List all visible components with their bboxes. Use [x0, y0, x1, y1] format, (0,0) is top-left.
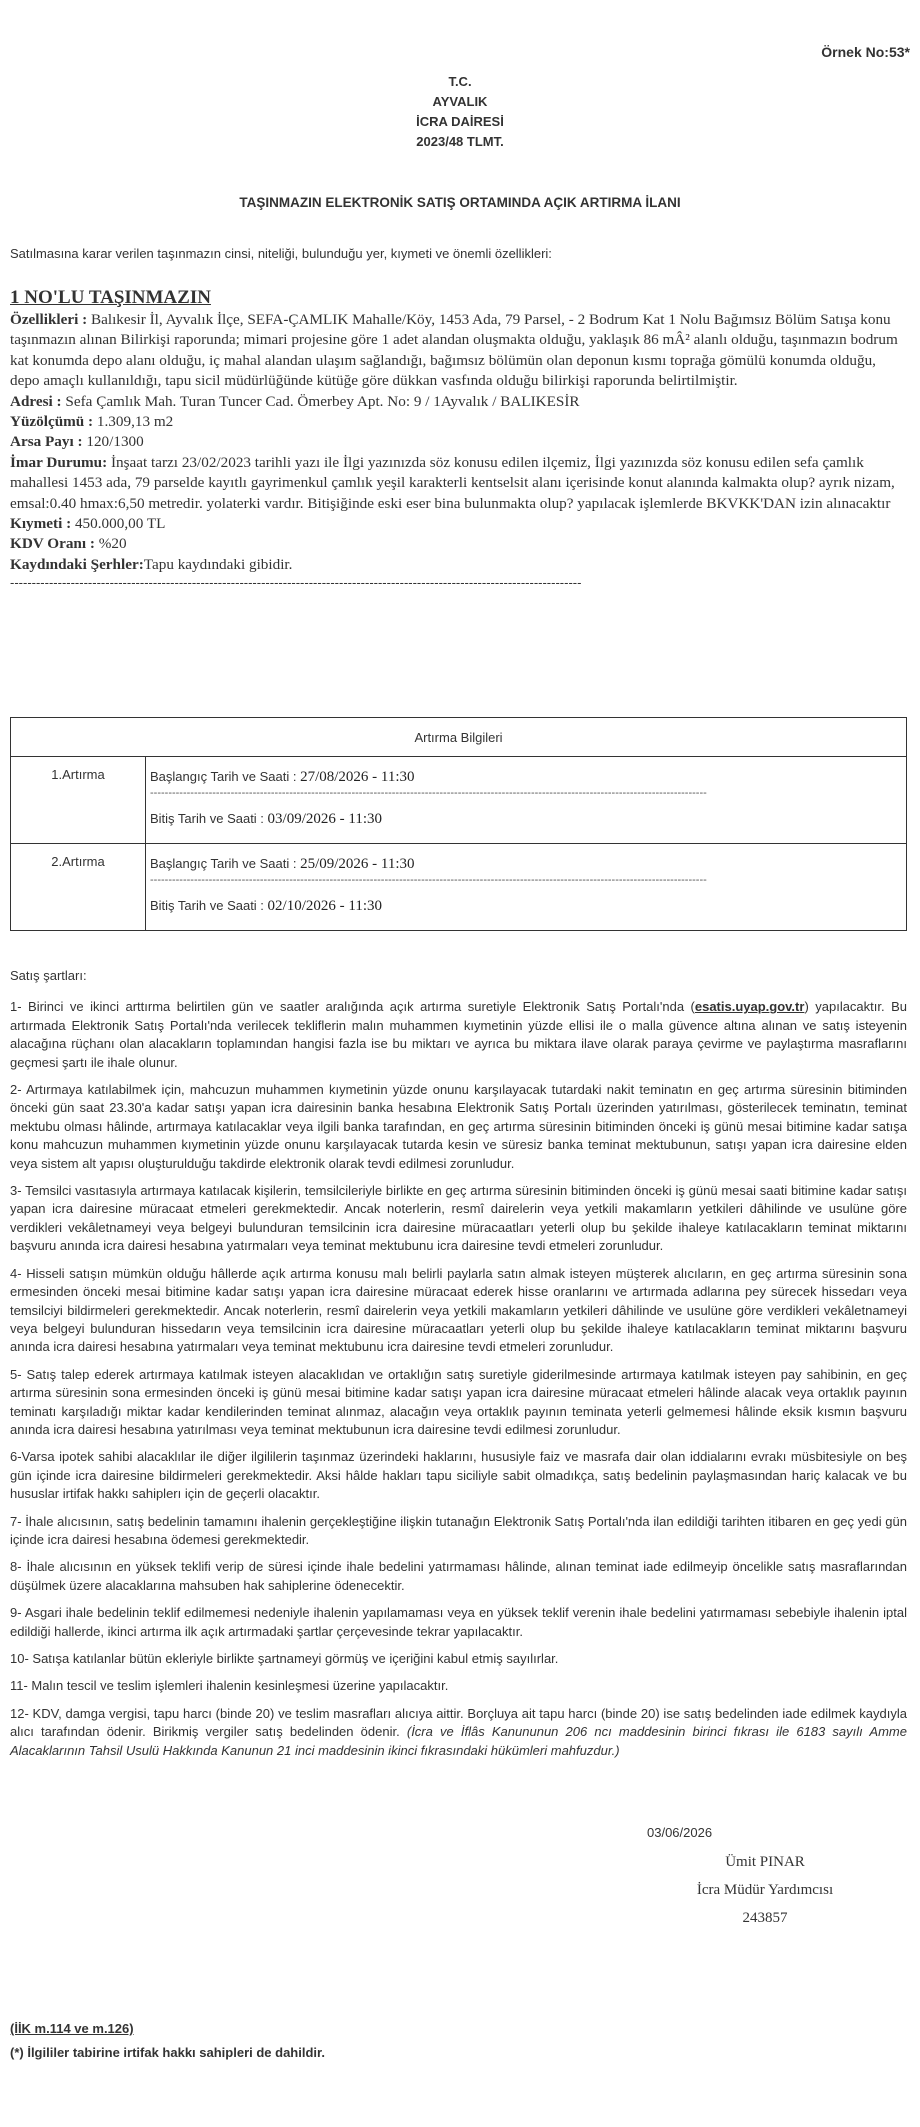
auction-round-label: 2.Artırma: [11, 844, 146, 931]
esatis-link[interactable]: esatis.uyap.gov.tr: [694, 999, 805, 1015]
condition-12-legal-note: (İcra ve İflâs Kanununun 206 ncı maddesinin birinci fıkrası ile 6183 sayılı Amme Alacaklarının Tahsil Usulü Hakkında Kanunun 21 inci maddesinin ikinci fıkrasındaki hükümleri mahfuzdur.): [10, 1724, 907, 1758]
auction-row: [11, 757, 907, 844]
condition-1-pre: 1- Birinci ve ikinci arttırma belirtilen gün ve saatler aralığında açık artırma suretiyle Elektronik Satış Portalı'nda (: [10, 999, 695, 1015]
condition-7: 7- İhale alıcısının, satış bedelinin tamamını ihalenin gerçekleştiğine ilişkin tutanağın Elektronik Satış Portalı'nda ilan edildiği tarihten itibaren en geç yedi gün içinde icra dairesi hesabına ödemesi gerekmektedir.: [10, 1513, 907, 1547]
property-address: [10, 392, 898, 412]
header-line-office: İCRA DAİRESİ: [416, 114, 504, 129]
annotations-label: Kaydındaki Şerhler:: [10, 555, 144, 573]
header-line-city: AYVALIK: [432, 94, 488, 109]
auction-separator: --------------------------------------------------------------------------------------------------------------------------------------------------------: [150, 787, 707, 799]
address-value: Sefa Çamlık Mah. Turan Tuncer Cad. Ömerbey Apt. No: 9 / 1Ayvalık / BALIKESİR: [61, 392, 580, 410]
sale-conditions: [10, 967, 907, 1769]
condition-5: 5- Satış talep ederek artırmaya katılmak isteyen alacaklıdan ve ortaklığın satış suretiyle giderilmesinde artırmaya katılmak isteyen pay sahibinin, en geç artırma süresinin sona ermesinden önceki iş günü mesai bitimine kadar satışı yapan icra dairesine müracaat etmeleri hâlinde alacak veya ortaklık payının teminatı karşıladığı miktar kadar kendilerinden teminat alınmaz, alacağın veya ortaklık payının teminata yeterli gelmemesi hâlinde eksik kısmın başvuru anında icra dairesi hesabına yatırılması veya teminat mektubunun icra dairesine tevdi edilmesi zorunludur.: [10, 1366, 907, 1437]
condition-2: 2- Artırmaya katılabilmek için, mahcuzun muhammen kıymetinin yüzde onunu karşılayacak tutardaki nakit teminatın en geç artırma süresinin bitiminden önceki gün saat 23.30'a kadar satışı yapan icra dairesinin banka hesabına Elektronik Satış Portalı üzerinden yatırılması, gösterilecek teminatın, teminat mektubu olması hâlinde, artırmaya katılacaklar veya ilgili banka tarafından, en geç artırma süresinin bitiminden önceki iş günü mesai bitimine kadar satışa konu mahcuzun muhammen kıymetinin yüzde onunu karşılayacak tutarda kesin ve süresiz banka teminat mektubunun, satışı yapan icra dairesine elden veya sistem alt yapısı oluşturulduğu takdirde elektronik olarak tevdi edilmesi zorunludur.: [10, 1082, 907, 1171]
property-heading: 1 NO'LU TAŞINMAZIN: [10, 287, 211, 308]
condition-12: [10, 1705, 907, 1760]
condition-3: 3- Temsilci vasıtasıyla artırmaya katılacak kişilerin, temsilcileriyle birlikte en geç artırma süresinin bitiminden önceki iş günü mesai saati bitimine kadar satışı yapan icra dairesine müracaat etmeleri gerekmektedir. Ancak noterlerin, resmî dairelerin veya yetkili makamların yetkileri dâhilinde ve usulüne göre verdikleri vekâletnameyi veya belgeyi bulunduran temsilcinin icra dairesine müracaatları yeterli olup bu şekilde ihaleye katılacakların teminat miktarını başvuru anında icra dairesi hesabına yatırmaları veya teminat mektubunu icra dairesine tevdi etmeleri zorunludur.: [10, 1183, 907, 1254]
property-features: [10, 310, 898, 392]
auction-separator: --------------------------------------------------------------------------------------------------------------------------------------------------------: [150, 874, 707, 886]
end-datetime: 03/09/2026 - 11:30: [267, 811, 382, 827]
value-amount: 450.000,00 TL: [71, 515, 166, 533]
footer-note: (*) İlgililer tabirine irtifak hakkı sahipleri de dahildir.: [10, 2045, 325, 2060]
section-separator: ------------------------------------------------------------------------------------------------------------------------------------: [10, 575, 582, 591]
property-annotations: [10, 555, 898, 575]
condition-12-text: 12- KDV, damga vergisi, tapu harcı (binde 20) ve teslim masrafları alıcıya aittir. Borçluya ait tapu harcı (binde 20) ise satış bedelinden iade edilmek kaydıyla alıcı tarafından ödenir. Birikmiş vergiler satış bedelinden ödenir.: [10, 1705, 907, 1740]
vat-value: %20: [94, 535, 127, 553]
vat-label: KDV Oranı :: [10, 535, 95, 553]
signature-block: [670, 1848, 860, 1932]
condition-9: 9- Asgari ihale bedelinin teklif edilmemesi nedeniyle ihalenin yapılamaması veya en yüksek teklif verenin ihale bedelini yatırmaması sebebiyle ihalenin iptal edildiği hallerde, ikinci artırma ilk açık artırmadaki şartlar çerçevesinde tekrar yapılacaktır.: [10, 1605, 907, 1639]
property-zoning: [10, 453, 898, 514]
auction-row: [11, 844, 907, 931]
address-label: Adresi :: [10, 392, 62, 410]
condition-1-post: ) yapılacaktır. Bu artırmada Elektronik Satış Portalı'nda verilecek tekliflerin malın muhammen kıymetinin yüzde ellisi ile o malla güvence altına alınan ve satış isteyenin alacağına rüçhanı olan alacakların toplamından hangisi fazla ise bu miktarı ve ayrıca bu miktara ilave olarak paraya çevirme ve paylaştırma masraflarını geçmesi şartı ile ihale olunur.: [10, 999, 907, 1070]
intro-text: Satılmasına karar verilen taşınmazın cinsi, niteliği, bulunduğu yer, kıymeti ve önemli özellikleri:: [10, 246, 552, 261]
auction-table-title: Artırma Bilgileri: [11, 718, 907, 757]
signature-date: 03/06/2026: [647, 1825, 713, 1840]
auction-start: [150, 855, 902, 873]
conditions-heading: Satış şartları:: [10, 968, 87, 983]
condition-11: 11- Malın tescil ve teslim işlemleri ihalenin kesinleşmesi üzerine yapılacaktır.: [10, 1678, 449, 1694]
auction-round-label: 1.Artırma: [11, 757, 146, 844]
zoning-label: İmar Durumu:: [10, 453, 108, 471]
signer-role: İcra Müdür Yardımcısı: [696, 1882, 834, 1898]
start-datetime: 27/08/2026 - 11:30: [300, 769, 415, 785]
start-label: Başlangıç Tarih ve Saati :: [150, 769, 301, 784]
condition-8: 8- İhale alıcısının en yüksek teklifi verip de süresi içinde ihale bedelini yatırmaması hâlinde, alınan teminat iade edilmeyip öncelikle satış masraflarından düşülmek üzere alacaklarına mahsuben hak sahiplerine ödenecektir.: [10, 1559, 907, 1593]
condition-6: 6-Varsa ipotek sahibi alacaklılar ile diğer ilgililerin taşınmaz üzerindeki haklarını, hususiyle faiz ve masrafa dair olan iddialarını evrakı müsbitesiyle on beş gün içinde icra dairesine bildirmeleri gerekmektedir. Aksi hâlde hakları tapu siciliyle sabit olmadıkça, satış bedelinin paylaşmasından hariç kalacak ve bu hususlar irtifak hakkı sahiplerı için de geçerli olacaktır.: [10, 1449, 907, 1502]
share-label: Arsa Payı :: [10, 433, 83, 451]
header-line-file-no: 2023/48 TLMT.: [416, 134, 504, 149]
end-datetime: 02/10/2026 - 11:30: [267, 898, 382, 914]
property-value: [10, 514, 898, 534]
features-value: Balıkesir İl, Ayvalık İlçe, SEFA-ÇAMLIK Mahalle/Köy, 1453 Ada, 79 Parsel, - 2 Bodrum Kat 1 Nolu Bağımsız Bölüm Satışa konu taşınmazın alınan Bilirkişi raporunda; mimari projesine göre 1 adet alandan oluşmakta olduğu, yaklaşık 86 mÂ² alanlı olduğu, taşınmazın bodrum kat konumda depo alanı olduğu, iç mahal alandan ulaşım sağlandığı, bağımsız bölümün olan deponun kısmı toprağa gömülü konumda olduğu, depo amaçlı kullanıldığı, tapu sicil müdürlüğünde kütüğe göre dükkan vasfında olduğu bilirkişi raporunda belirtilmiştir.: [10, 311, 898, 390]
start-label: Başlangıç Tarih ve Saati :: [150, 856, 301, 871]
end-label: Bitiş Tarih ve Saati :: [150, 811, 268, 826]
form-number: Örnek No:53*: [821, 44, 910, 60]
auction-end: [150, 897, 902, 915]
auction-round-info: [146, 844, 907, 931]
share-value: 120/1300: [82, 433, 144, 451]
property-vat: [10, 534, 898, 554]
annotations-value: Tapu kaydındaki gibidir.: [143, 555, 293, 573]
condition-1: [10, 998, 907, 1072]
signer-id: 243857: [742, 1910, 788, 1926]
auction-end: [150, 810, 902, 828]
value-label: Kıymeti :: [10, 515, 72, 533]
area-value: 1.309,13 m2: [93, 413, 174, 431]
condition-4: 4- Hisseli satışın mümkün olduğu hâllerde açık artırma konusu malı belirli paylarla satın almak isteyen müşterek alıcıların, en geç artırma süresinin sona ermesinden önceki mesai bitimine kadar satışı yapan icra dairesine müracaat ederek hisse oranlarını ve artırmada adlarına pey sürecek hissedarı veya temsilciyi bildirmeleri gerekmektedir. Ancak noterlerin, resmî dairelerin veya yetkili makamların yetkileri dâhilinde ve usulüne göre verdikleri vekâletnameyi veya belgeyi bulunduran hissedarın veya temsilcinin icra dairesine müracaatları yeterli olup bu şekilde ihaleye katılacakların teminat miktarını başvuru anında icra dairesi hesabına yatırmaları veya teminat mektubunu icra dairesine tevdi etmeleri zorunludur.: [10, 1265, 907, 1355]
auction-start: [150, 768, 902, 786]
law-reference: (İİK m.114 ve m.126): [10, 2021, 134, 2036]
area-label: Yüzölçümü :: [10, 413, 94, 431]
notice-title: TAŞINMAZIN ELEKTRONİK SATIŞ ORTAMINDA AÇIK ARTIRMA İLANI: [239, 195, 681, 210]
end-label: Bitiş Tarih ve Saati :: [150, 898, 268, 913]
features-label: Özellikleri :: [10, 311, 88, 328]
auction-table: [10, 717, 907, 931]
header-line-tc: T.C.: [448, 74, 472, 89]
office-header: [10, 72, 910, 152]
property-share: [10, 432, 898, 452]
condition-10: 10- Satışa katılanlar bütün ekleriyle birlikte şartnameyi görmüş ve içeriğini kabul etmiş sayılırlar.: [10, 1651, 559, 1666]
start-datetime: 25/09/2026 - 11:30: [300, 856, 415, 872]
property-section: [10, 286, 898, 591]
property-area: [10, 412, 898, 432]
signer-name: Ümit PINAR: [725, 1854, 805, 1870]
auction-round-info: [146, 757, 907, 844]
zoning-value: İnşaat tarzı 23/02/2023 tarihli yazı ile İlgi yazınızda söz konusu edilen ilçemiz, İlgi yazınızda söz konusu edilen sefa çamlık mahallesi 1453 ada, 79 parselde kayıtlı gayrimenkul çamlık yeşil karakterli kentselsit alanı içerisinde konut alanında kalmakta olup? ayrık nizam, emsal:0.40 hmax:6,50 metredir. yolaterki vardır. Bitişiğinde eski eser bina bulunmakta olup? yapılacak işlemlerde BKVKK'DAN izin alınacaktır: [10, 453, 895, 512]
